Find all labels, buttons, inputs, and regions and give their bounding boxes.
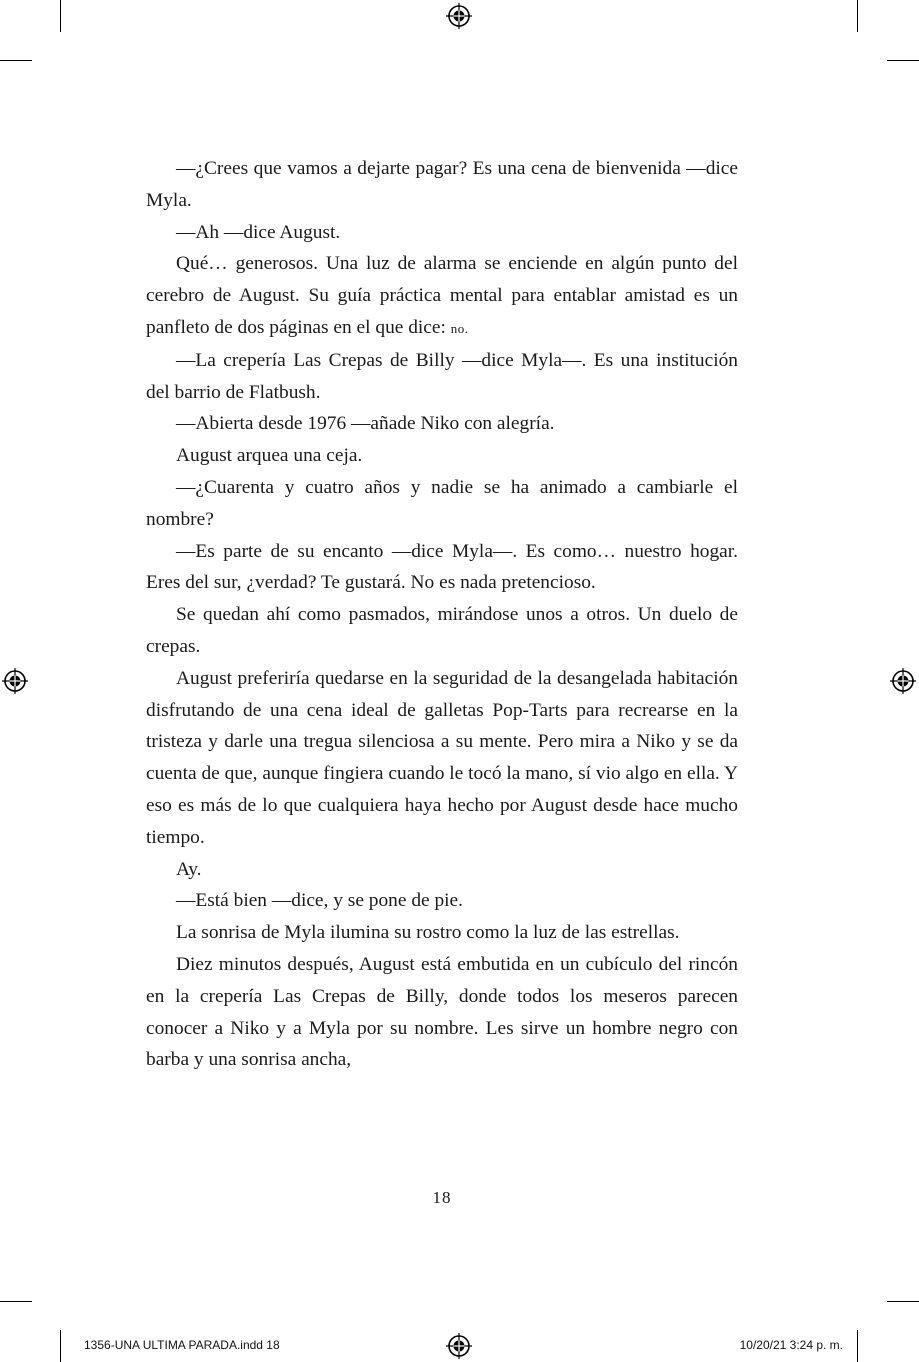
crop-mark-top-right-horizontal bbox=[887, 60, 919, 61]
paragraph: —Ah —dice August. bbox=[176, 221, 341, 243]
page-number: 18 bbox=[432, 1188, 452, 1207]
crop-mark-top-right-vertical bbox=[857, 0, 858, 32]
crop-mark-bottom-left-vertical bbox=[60, 1330, 61, 1362]
paragraph: August preferiría quedarse en la seguridad de la desangelada habitación disfrutando de una cena ideal de galletas Pop-Tarts para recrearse en la tristeza y darle una tregua silenciosa a su mente. Pero mira a Niko y se da cuenta de que, aunque fingiera cuando le tocó la mano, sí vio algo en ella. Y eso es más de lo que cualquiera haya hecho por August desde hace mucho tiempo. bbox=[146, 667, 738, 848]
crop-mark-bottom-right-horizontal bbox=[887, 1301, 919, 1302]
registration-mark-icon bbox=[446, 3, 472, 29]
paragraph: —¿Crees que vamos a dejarte pagar? Es una cena de bienvenida —dice Myla. bbox=[146, 158, 738, 211]
crop-mark-bottom-left-horizontal bbox=[0, 1301, 32, 1302]
crop-mark-bottom-right-vertical bbox=[857, 1330, 858, 1362]
paragraph: —Está bien —dice, y se pone de pie. bbox=[176, 890, 464, 912]
slug-date: 10/20/21 3:24 p. m. bbox=[739, 1338, 843, 1352]
paragraph: Se quedan ahí como pasmados, mirándose unos a otros. Un duelo de crepas. bbox=[146, 604, 738, 657]
registration-mark-icon bbox=[446, 1333, 472, 1359]
paragraph: —Abierta desde 1976 —añade Niko con alegría. bbox=[176, 413, 555, 435]
paragraph: —Es parte de su encanto —dice Myla—. Es como… nuestro hogar. Eres del sur, ¿verdad? Te gustará. No es nada pretencioso. bbox=[146, 540, 738, 594]
registration-mark-icon bbox=[2, 668, 28, 694]
registration-mark-icon bbox=[890, 668, 916, 694]
paragraph: August arquea una ceja. bbox=[176, 445, 363, 467]
paragraph: Diez minutos después, August está embutida en un cubículo del rincón en la crepería Las Crepas de Billy, donde todos los meseros parecen conocer a Niko y a Myla por su nombre. Les sirve un hombre negro con barba y una sonrisa ancha, bbox=[146, 953, 738, 1071]
paragraph-text: Qué… generosos. Una luz de alarma se enciende en algún punto del cerebro de August. Su guía práctica mental para entablar amistad es un panfleto de dos páginas en el que dice: bbox=[146, 253, 738, 338]
crop-mark-top-left-horizontal bbox=[0, 60, 32, 61]
slug-filename: 1356-UNA ULTIMA PARADA.indd 18 bbox=[84, 1338, 280, 1352]
paragraph bbox=[146, 248, 738, 344]
crop-mark-top-left-vertical bbox=[60, 0, 61, 32]
paragraph: La sonrisa de Myla ilumina su rostro como la luz de las estrellas. bbox=[176, 922, 680, 944]
small-caps-word: no. bbox=[450, 320, 469, 336]
paragraph: Ay. bbox=[176, 858, 202, 880]
paragraph: —La crepería Las Crepas de Billy —dice Myla—. Es una institución del barrio de Flatbush. bbox=[146, 349, 738, 403]
paragraph: —¿Cuarenta y cuatro años y nadie se ha animado a cambiarle el nombre? bbox=[146, 476, 738, 530]
body-text bbox=[146, 153, 738, 1076]
